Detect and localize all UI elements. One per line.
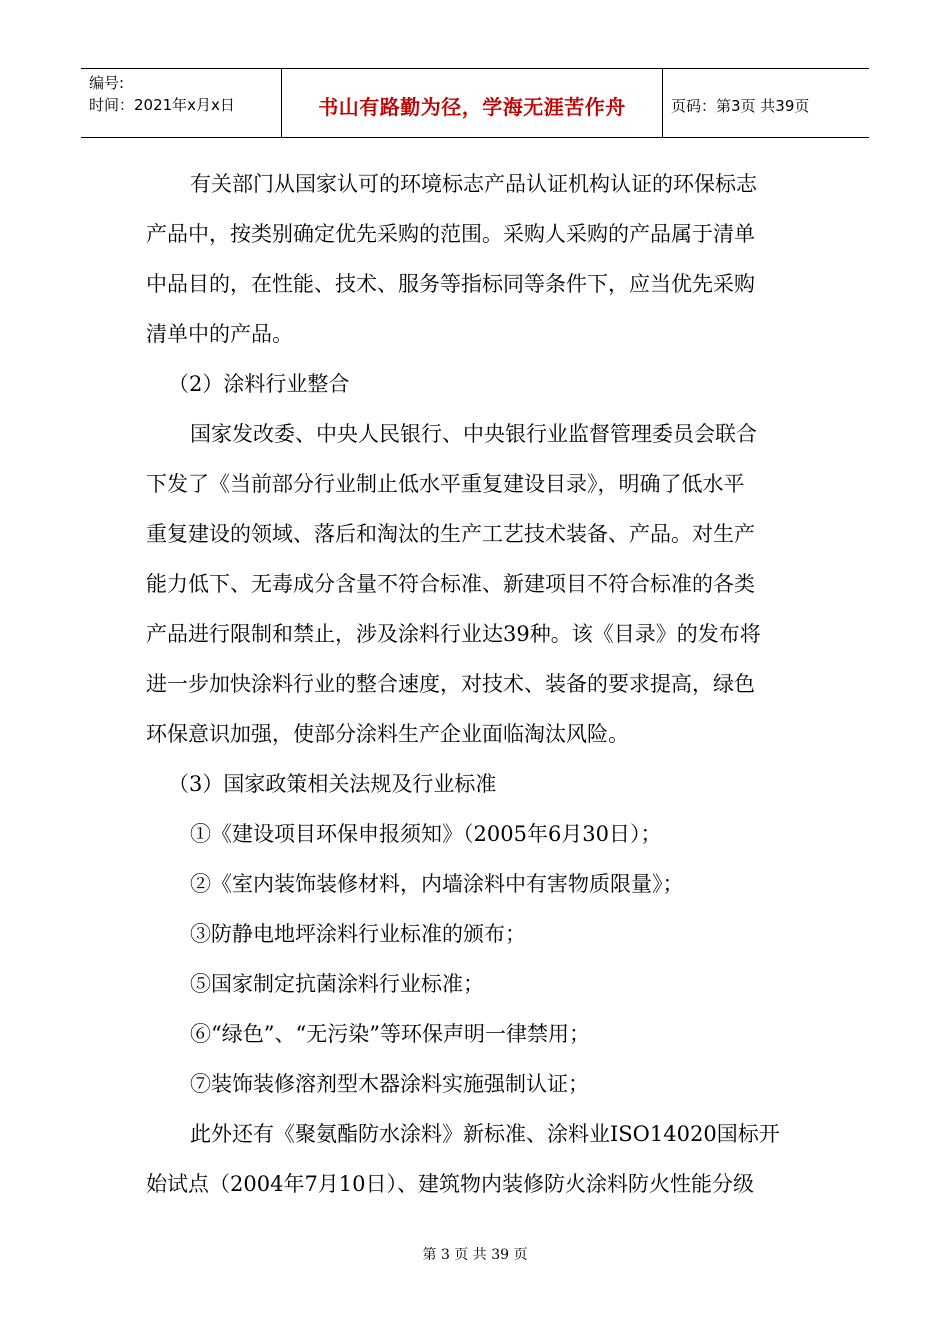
- paragraph-line: 有关部门从国家认可的环境标志产品认证机构认证的环保标志: [190, 172, 757, 196]
- paragraph-line: 此外还有《聚氨酯防水涂料》新标准、涂料业ISO14020国标开: [190, 1122, 780, 1146]
- list-item: ②《室内装饰装修材料，内墙涂料中有害物质限量》；: [190, 872, 684, 896]
- paragraph-line: 产品中，按类别确定优先采购的范围。采购人采购的产品属于清单: [146, 222, 755, 246]
- paragraph-line: 能力低下、无毒成分含量不符合标准、新建项目不符合标准的各类: [146, 572, 755, 596]
- section-heading: （2）涂料行业整合: [168, 372, 350, 396]
- paragraph-line: 中品目的，在性能、技术、服务等指标同等条件下，应当优先采购: [146, 272, 755, 296]
- page-footer: 第 3 页 共 39 页: [422, 1247, 528, 1263]
- header-meta-cell: [81, 69, 282, 137]
- paragraph-line: 始试点（2004年7月10日）、建筑物内装修防火涂料防火性能分级: [146, 1172, 755, 1196]
- list-item: ①《建设项目环保申报须知》（2005年6月30日）；: [190, 822, 662, 846]
- list-item: ⑤国家制定抗菌涂料行业标准；: [190, 972, 484, 996]
- header-motto-cell: [282, 69, 663, 137]
- page-header: [81, 68, 869, 138]
- list-item: ③防静电地坪涂料行业标准的颁布；: [190, 922, 526, 946]
- document-number-label: 编号:: [89, 74, 125, 92]
- paragraph-line: 国家发改委、中央人民银行、中央银行业监督管理委员会联合: [190, 422, 757, 446]
- paragraph-line: 重复建设的领域、落后和淘汰的生产工艺技术装备、产品。对生产: [146, 522, 755, 546]
- paragraph-line: 产品进行限制和禁止，涉及涂料行业达39种。该《目录》的发布将: [146, 622, 761, 646]
- section-heading: （3）国家政策相关法规及行业标准: [168, 772, 497, 796]
- list-item: ⑦装饰装修溶剂型木器涂料实施强制认证；: [190, 1072, 589, 1096]
- paragraph-line: 下发了《当前部分行业制止低水平重复建设目录》，明确了低水平: [146, 472, 745, 496]
- header-page-cell: [663, 69, 869, 137]
- header-motto: 书山有路勤为径，学海无涯苦作舟: [318, 95, 626, 119]
- paragraph-line: 进一步加快涂料行业的整合速度，对技术、装备的要求提高，绿色: [146, 672, 755, 696]
- document-time-label: 时间：2021年x月x日: [89, 96, 235, 114]
- list-item: ⑥“绿色”、“无污染”等环保声明一律禁用；: [190, 1022, 590, 1046]
- paragraph-line: 清单中的产品。: [146, 322, 293, 346]
- paragraph-line: 环保意识加强，使部分涂料生产企业面临淘汰风险。: [146, 722, 629, 746]
- header-page-number: 页码：第3页 共39页: [671, 97, 810, 115]
